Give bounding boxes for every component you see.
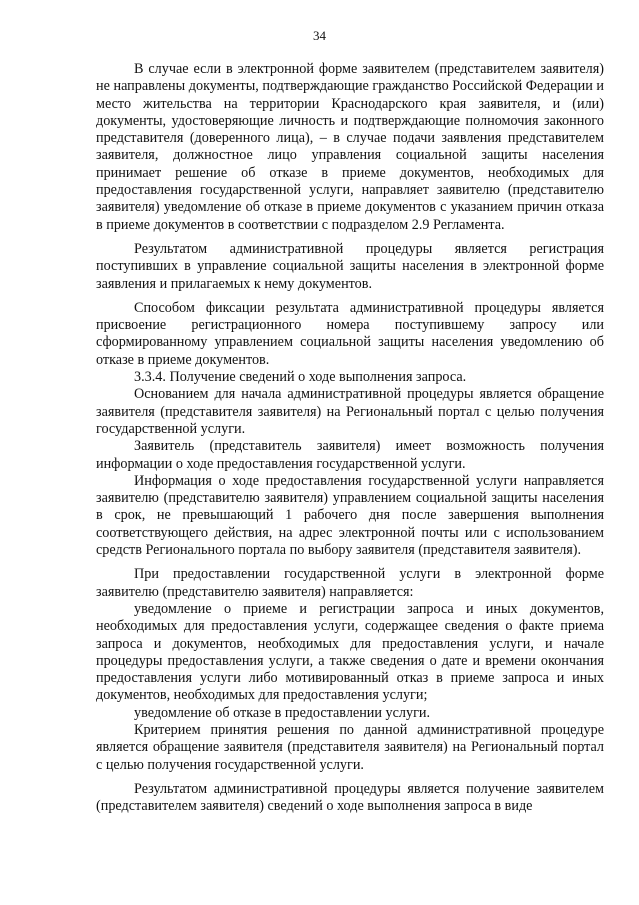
list-item-refusal-notice: уведомление об отказе в предоставлении услуги. (134, 704, 431, 721)
list-item-acceptance-notice: уведомление о приеме и регистрации запроса и иных документов, необходимых для предоставления услуги, содержащее сведения о факте приема запроса и документов, необходимых для предоставления услуги, и начале процедуры предоставления услуги, а также сведения о дате и времени окончания предоставления услуги либо мотивированный отказ в приеме запроса и иных документов, необходимых для предоставления услуги; (96, 600, 604, 704)
page-number: 34 (313, 28, 326, 43)
paragraph-final-result: Результатом административной процедуры является получение заявителем (представителем заявителя) сведений о ходе выполнения запроса в виде (96, 780, 604, 815)
paragraph-info-sending: Информация о ходе предоставления государственной услуги направляется заявителю (представителю заявителя) управлением социальной защиты населения в срок, не превышающий 1 рабочего дня после завершения выполнения соответствующего действия, на адрес электронной почты или с использованием средств Регионального портала по выбору заявителя (представителя заявителя). (96, 472, 604, 559)
paragraph-basis: Основанием для начала административной процедуры является обращение заявителя (представителя заявителя) на Региональный портал с целью получения государственной услуги. (96, 386, 604, 437)
section-heading-3-3-4: 3.3.4. Получение сведений о ходе выполнения запроса. (134, 369, 467, 386)
paragraph-applicant-info: Заявитель (представитель заявителя) имеет возможность получения информации о ходе предоставления государственной услуги. (96, 438, 604, 472)
paragraph-electronic-form: При предоставлении государственной услуги в электронной форме заявителю (представителю заявителя) направляется: (96, 566, 604, 600)
paragraph-decision-criterion: Критерием принятия решения по данной административной процедуре является обращение заявителя (представителя заявителя) на Региональный портал с целью получения государственной услуги. (96, 721, 604, 773)
paragraph-procedure-result: Результатом административной процедуры является регистрация поступивших в управление социальной защиты населения в электронной форме заявления и прилагаемых к нему документов. (96, 240, 604, 292)
paragraph-fixation-method: Способом фиксации результата административной процедуры является присвоение регистрационного номера поступившему запросу или сформированному управлением социальной защиты населения уведомлению об отказе в приеме документов. (96, 299, 604, 368)
document-body (96, 61, 604, 815)
paragraph-refusal-notice: В случае если в электронной форме заявителем (представителем заявителя) не направлены документы, подтверждающие гражданство Российской Федерации и место жительства на территории Краснодарского края заявителя, и (или) документы, удостоверяющие личность и подтверждающие полномочия законного представителя (доверенного лица), – в случае подачи заявления представителем заявителя, должностное лицо управления социальной защиты населения принимает решение об отказе в приеме документов, необходимых для предоставления государственной услуги, направляет заявителю (представителю заявителя) уведомление об отказе в приеме документов с указанием причин отказа в приеме документов в соответствии с подразделом 2.9 Регламента. (96, 61, 604, 233)
